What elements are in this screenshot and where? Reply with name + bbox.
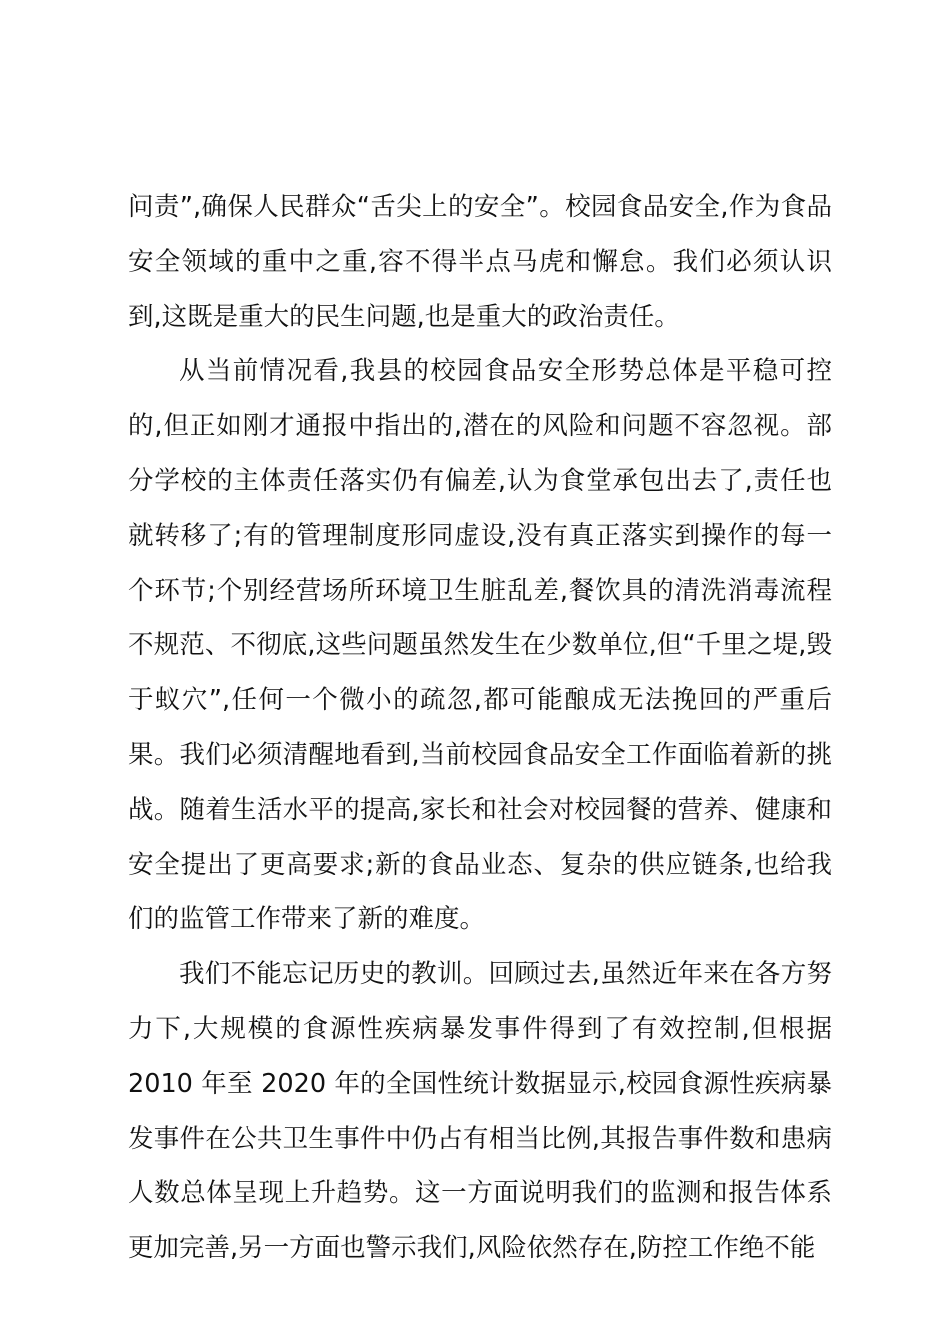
paragraph-continuation: 问责”,确保人民群众“舌尖上的安全”。校园食品安全,作为食品安全领域的重中之重,容不得半点马虎和懈怠。我们必须认识到,这既是重大的民生问题,也是重大的政治责任。 — [128, 192, 832, 332]
paragraph-current-situation: 从当前情况看,我县的校园食品安全形势总体是平稳可控的,但正如刚才通报中指出的,潜在的风险和问题不容忽视。部分学校的主体责任落实仍有偏差,认为食堂承包出去了,责任也就转移了;有的管理制度形同虚设,没有真正落实到操作的每一个环节;个别经营场所环境卫生脏乱差,餐饮具的清洗消毒流程不规范、不彻底,这些问题虽然发生在少数单位,但“千里之堤,毁于蚁穴”,任何一个微小的疏忽,都可能酿成无法挽回的严重后果。我们必须清醒地看到,当前校园食品安全工作面临着新的挑战。随着生活水平的提高,家长和社会对校园餐的营养、健康和安全提出了更高要求;新的食品业态、复杂的供应链条,也给我们的监管工作带来了新的难度。 — [128, 356, 832, 935]
paragraph-historical-lessons: 我们不能忘记历史的教训。回顾过去,虽然近年来在各方努力下,大规模的食源性疾病暴发事件得到了有效控制,但根据2010 年至 2020 年的全国性统计数据显示,校园食源性疾病暴发事件在公共卫生事件中仍占有相当比例,其报告事件数和患病人数总体呈现上升趋势。这一方面说明我们的监测和报告体系更加完善,另一方面也警示我们,风险依然存在,防控工作绝不能 — [128, 959, 832, 1264]
document-body — [128, 180, 832, 1276]
